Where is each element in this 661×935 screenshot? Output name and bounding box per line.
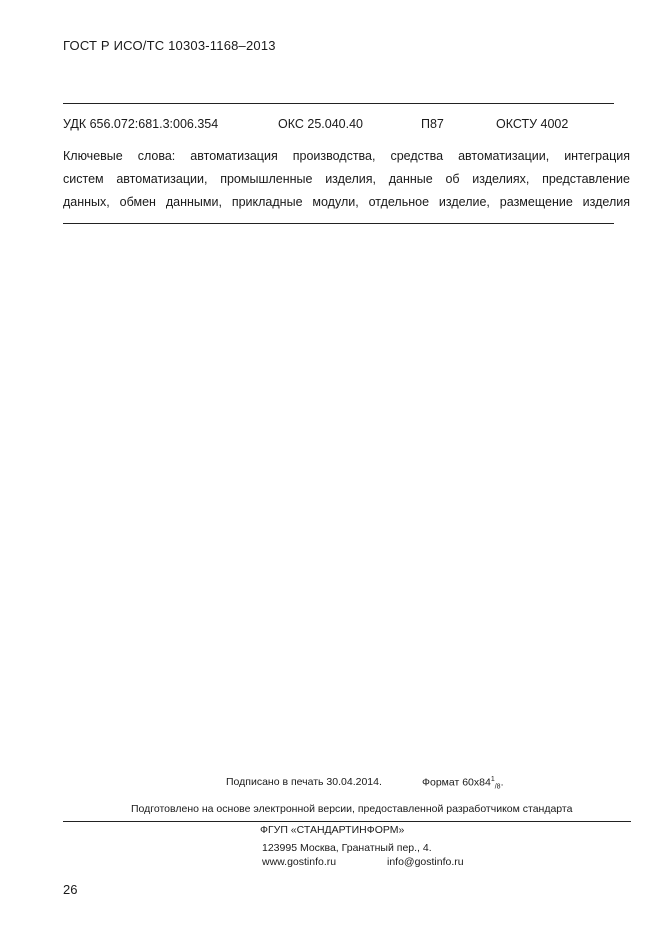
- keywords-line: систем автоматизации, промышленные изделия, данные об изделиях, представление: [63, 172, 630, 186]
- publisher-website: www.gostinfo.ru: [262, 856, 337, 868]
- okstu-code: ОКСТУ 4002: [496, 117, 569, 131]
- paper-format-denominator: /8: [494, 783, 501, 791]
- keywords-divider: [63, 223, 614, 224]
- udk-code: УДК 656.072:681.3:006.354: [63, 117, 219, 131]
- publisher-address: 123995 Москва, Гранатный пер., 4.: [262, 842, 432, 854]
- paper-format: [422, 776, 504, 791]
- page-number: 26: [63, 882, 78, 897]
- keywords-line: Ключевые слова: автоматизация производства, средства автоматизации, интеграция: [63, 149, 630, 163]
- group-code: П87: [421, 117, 444, 131]
- oks-code: ОКС 25.040.40: [278, 117, 363, 131]
- prepared-note: Подготовлено на основе электронной версии, предоставленной разработчиком стандарта: [131, 803, 573, 815]
- keywords-line: данных, обмен данными, прикладные модули, отдельное изделие, размещение изделия: [63, 195, 630, 209]
- keywords-block: [63, 145, 630, 214]
- imprint-divider: [63, 821, 631, 822]
- top-divider: [63, 103, 614, 104]
- signed-date: Подписано в печать 30.04.2014.: [226, 776, 382, 788]
- paper-format-prefix: Формат 60x84: [422, 776, 491, 789]
- paper-format-suffix: .: [500, 776, 504, 789]
- publisher-name: ФГУП «СТАНДАРТИНФОРМ»: [260, 824, 405, 836]
- standard-designation: ГОСТ Р ИСО/ТС 10303-1168–2013: [63, 38, 276, 53]
- publisher-email: info@gostinfo.ru: [387, 856, 464, 868]
- paper-format-numerator: 1: [490, 776, 495, 783]
